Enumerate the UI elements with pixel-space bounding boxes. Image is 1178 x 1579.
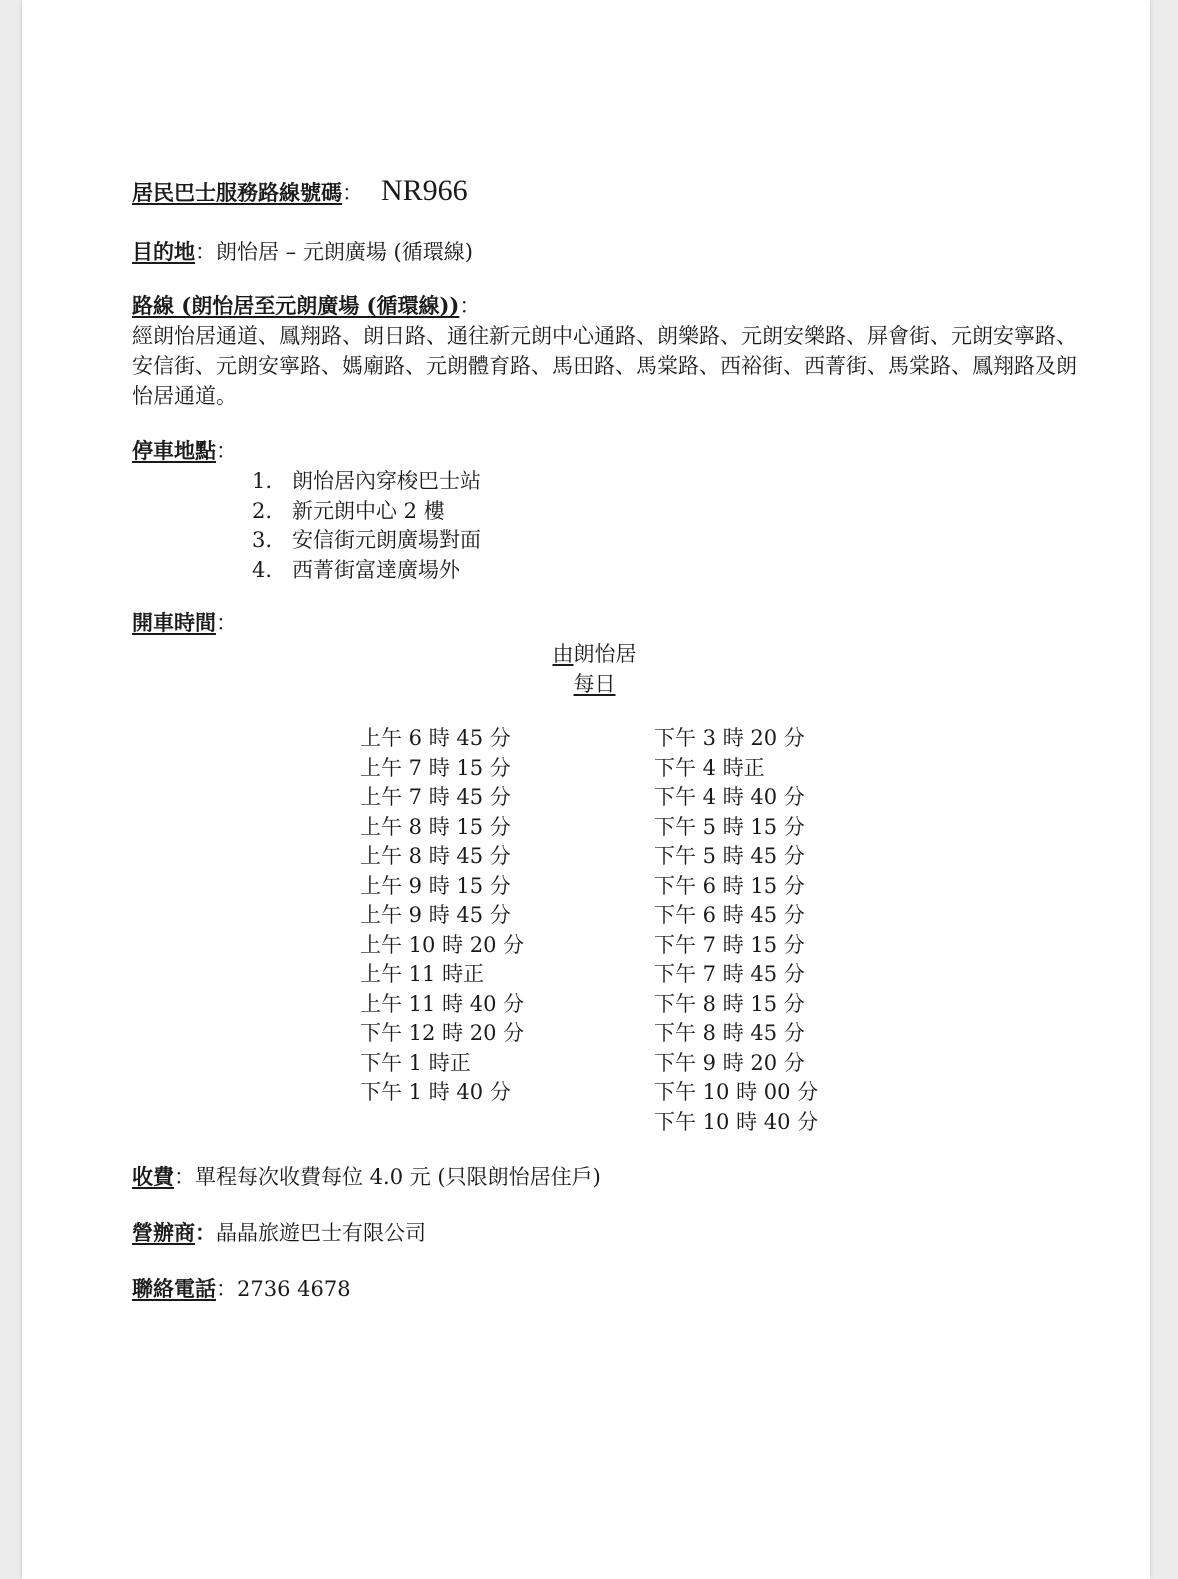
list-item xyxy=(252,556,481,586)
fare-value: 單程每次收費每位 4.0 元 (只限朗怡居住戶) xyxy=(195,1165,601,1189)
departure-time: 下午 8 時 45 分 xyxy=(654,1021,805,1045)
stops-label: 停車地點 xyxy=(132,438,216,463)
departure-time: 上午 11 時 40 分 xyxy=(360,991,525,1016)
timetable-origin xyxy=(472,639,717,669)
departure-time: 上午 8 時 15 分 xyxy=(360,814,511,839)
departure-time: 下午 4 時正 xyxy=(654,755,765,780)
list-item xyxy=(252,497,481,527)
stops-sep: ： xyxy=(216,439,237,463)
departure-time: 上午 9 時 15 分 xyxy=(360,873,511,898)
route-number-sep: ： xyxy=(342,181,363,205)
stop-name: 新元朗中心 2 樓 xyxy=(292,498,445,523)
timetable-heading-line xyxy=(132,608,237,638)
departure-time: 下午 3 時 20 分 xyxy=(654,726,805,750)
route-sep: ： xyxy=(459,294,481,318)
route-heading-line xyxy=(132,291,480,321)
stop-number: 1. xyxy=(252,469,273,493)
departure-time: 下午 12 時 20 分 xyxy=(360,1021,525,1045)
departure-time: 下午 7 時 45 分 xyxy=(654,962,805,986)
departure-time: 下午 7 時 15 分 xyxy=(654,932,805,957)
document-page xyxy=(22,0,1150,1579)
contact-phone: 2736 4678 xyxy=(237,1277,351,1301)
departure-time: 上午 6 時 45 分 xyxy=(360,726,511,750)
departure-time: 下午 5 時 15 分 xyxy=(654,814,805,839)
operator-value: 晶晶旅遊巴士有限公司 xyxy=(216,1221,426,1245)
departure-times-left xyxy=(360,724,524,1108)
route-label: 路線 (朗怡居至元朗廣場 (循環線)) xyxy=(132,293,460,318)
departure-time: 下午 1 時正 xyxy=(360,1050,471,1075)
fare-line xyxy=(132,1162,601,1192)
departure-time: 下午 6 時 15 分 xyxy=(654,873,805,898)
frequency-label: 每日 xyxy=(573,672,616,696)
contact-sep: ： xyxy=(216,1277,237,1301)
departure-time: 下午 6 時 45 分 xyxy=(654,903,805,927)
fare-sep: ： xyxy=(174,1165,195,1189)
operator-line xyxy=(132,1218,426,1248)
stop-number: 2. xyxy=(252,498,273,523)
route-number-label: 居民巴士服務路線號碼 xyxy=(132,180,342,205)
departure-time: 下午 1 時 40 分 xyxy=(360,1080,511,1104)
stop-number: 3. xyxy=(252,528,273,552)
stops-list xyxy=(252,467,481,585)
stop-name: 安信街元朗廣場對面 xyxy=(292,528,481,552)
departure-time: 上午 9 時 45 分 xyxy=(360,903,511,927)
destination-value: 朗怡居 – 元朗廣場 (循環線) xyxy=(216,240,473,264)
departure-time: 下午 9 時 20 分 xyxy=(654,1050,805,1075)
timetable-frequency xyxy=(472,669,717,699)
stop-name: 西菁街富達廣場外 xyxy=(292,557,460,582)
destination-sep: ： xyxy=(195,240,216,264)
departure-time: 上午 7 時 45 分 xyxy=(360,785,511,809)
operator-sep: ： xyxy=(195,1220,216,1245)
contact-line xyxy=(132,1274,351,1304)
departure-time: 下午 8 時 15 分 xyxy=(654,991,805,1016)
route-description: 經朗怡居通道、鳳翔路、朗日路、通往新元朗中心通路、朗樂路、元朗安樂路、屏會街、元朗安寧路、安信街、元朗安寧路、媽廟路、元朗體育路、馬田路、馬棠路、西裕街、西菁街、馬棠路、鳳翔路及朗怡居通道。 xyxy=(132,324,1077,408)
timetable-label: 開車時間 xyxy=(132,610,216,635)
stop-number: 4. xyxy=(252,557,273,582)
departure-time: 上午 10 時 20 分 xyxy=(360,932,525,957)
route-number-value: NR966 xyxy=(381,174,468,207)
departure-time: 下午 10 時 40 分 xyxy=(654,1109,819,1134)
destination-label: 目的地 xyxy=(132,239,195,264)
stops-heading-line xyxy=(132,436,237,466)
origin-place: 朗怡居 xyxy=(573,642,637,666)
origin-prefix: 由 xyxy=(552,642,574,666)
destination-line xyxy=(132,237,473,267)
route-number-line xyxy=(132,176,468,208)
contact-label: 聯絡電話 xyxy=(132,1276,216,1301)
departure-time: 下午 10 時 00 分 xyxy=(654,1080,819,1104)
stop-name: 朗怡居內穿梭巴士站 xyxy=(292,469,481,493)
departure-time: 上午 11 時正 xyxy=(360,962,485,986)
departure-time: 上午 7 時 15 分 xyxy=(360,755,511,780)
list-item xyxy=(252,526,481,556)
departure-time: 下午 5 時 45 分 xyxy=(654,844,805,868)
list-item xyxy=(252,467,481,497)
timetable-sep: ： xyxy=(216,611,237,635)
departure-time: 下午 4 時 40 分 xyxy=(654,785,805,809)
fare-label: 收費 xyxy=(132,1164,174,1189)
departure-time: 上午 8 時 45 分 xyxy=(360,844,511,868)
departure-times-right xyxy=(654,724,818,1137)
operator-label: 營辦商 xyxy=(132,1220,195,1245)
